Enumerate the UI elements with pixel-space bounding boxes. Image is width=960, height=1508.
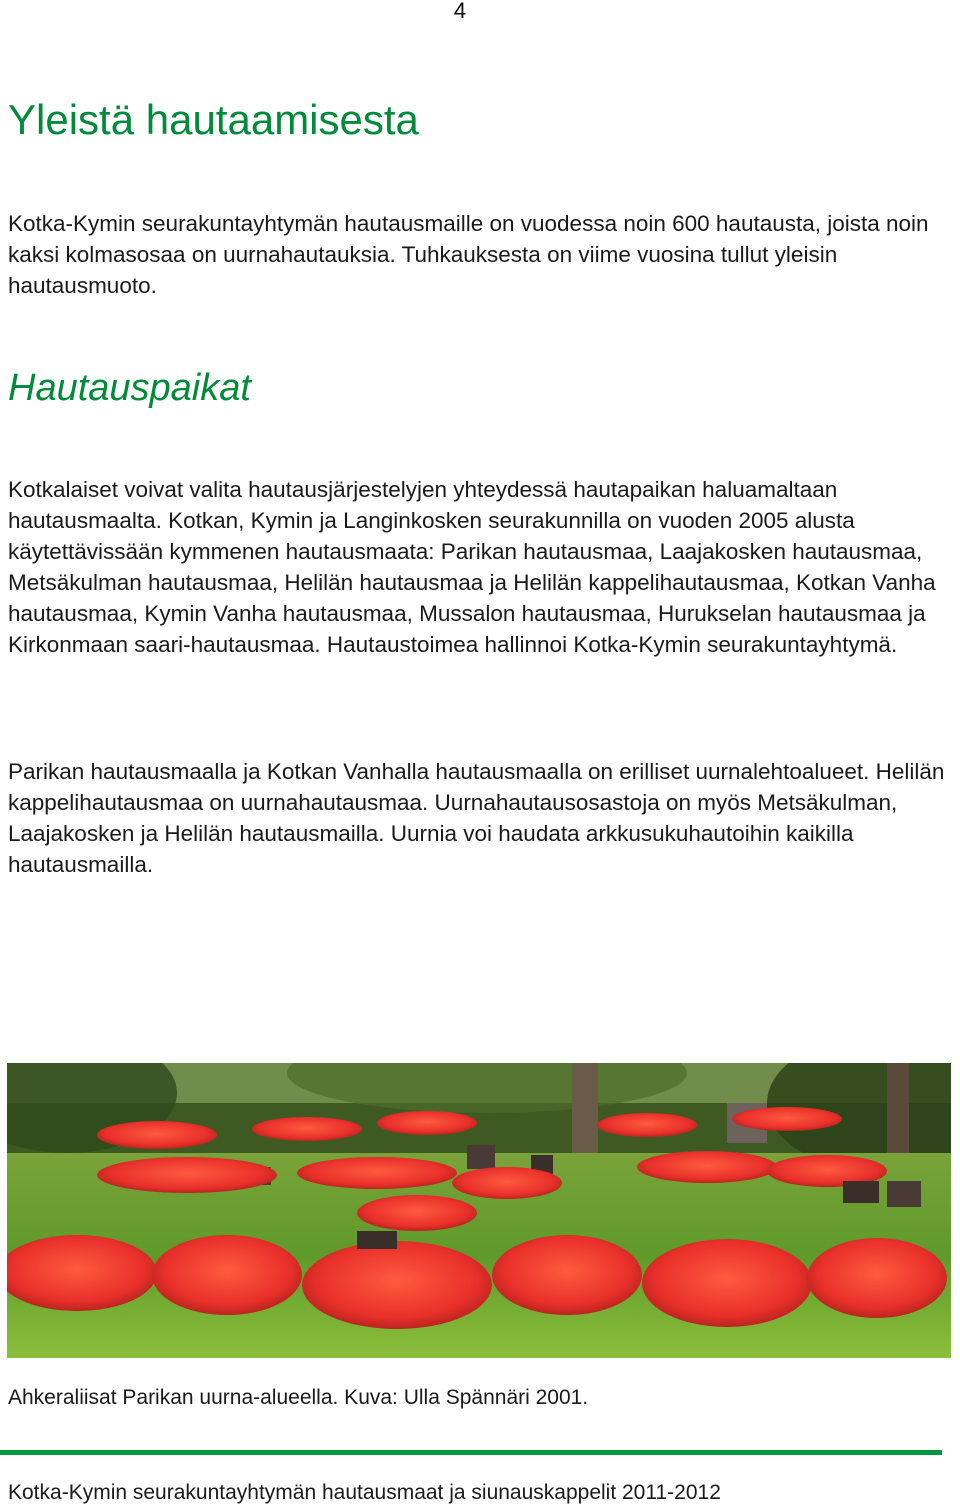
cemetery-photo	[7, 1063, 951, 1358]
footer-rule	[0, 1450, 942, 1455]
photo-caption: Ahkeraliisat Parikan uurna-alueella. Kuva: Ulla Spännäri 2001.	[8, 1386, 589, 1409]
cemetery-photo-illustration	[7, 1063, 951, 1358]
section-paragraph-2: Parikan hautausmaalla ja Kotkan Vanhalla hautausmaalla on erilliset uurnalehtoalueet. Helilän kappelihautausmaa on uurnahautausmaa. Uurnahautausosastoja on myös Metsäkulman, Laajakosken ja Helilän hautausmailla. Uurnia voi haudata arkkusukuhautoihin kaikilla hautausmailla.	[8, 759, 945, 877]
section-paragraph-1: Kotkalaiset voivat valita hautausjärjestelyjen yhteydessä hautapaikan haluamaltaan hautausmaalta. Kotkan, Kymin ja Langinkosken seurakunnilla on vuoden 2005 alusta käytettävissään kymmenen hautausmaata: Parikan hautausmaa, Laajakosken hautausmaa, Metsäkulman hautausmaa, Helilän hautausmaa ja Helilän kappelihautausmaa, Kotkan Vanha hautausmaa, Kymin Vanha hautausmaa, Mussalon hautausmaa, Hurukselan hautausmaa ja Kirkonmaan saari-hautausmaa. Hautaustoimea hallinnoi Kotka-Kymin seurakuntayhtymä.	[8, 477, 936, 657]
headstone	[887, 1181, 921, 1207]
headstone	[843, 1181, 879, 1203]
headstone	[357, 1231, 397, 1249]
headstone	[467, 1145, 495, 1169]
section-title: Hautauspaikat	[8, 367, 251, 409]
page-number: 4	[453, 0, 467, 23]
intro-paragraph: Kotka-Kymin seurakuntayhtymän hautausmaille on vuodessa noin 600 hautausta, joista noin kaksi kolmasosaa on uurnahautauksia. Tuhkauksesta on viime vuosina tullut yleisin hautausmuoto.	[8, 211, 929, 298]
page-title: Yleistä hautaamisesta	[8, 96, 419, 143]
footer-text: Kotka-Kymin seurakuntayhtymän hautausmaat ja siunauskappelit 2011-2012	[8, 1481, 721, 1504]
